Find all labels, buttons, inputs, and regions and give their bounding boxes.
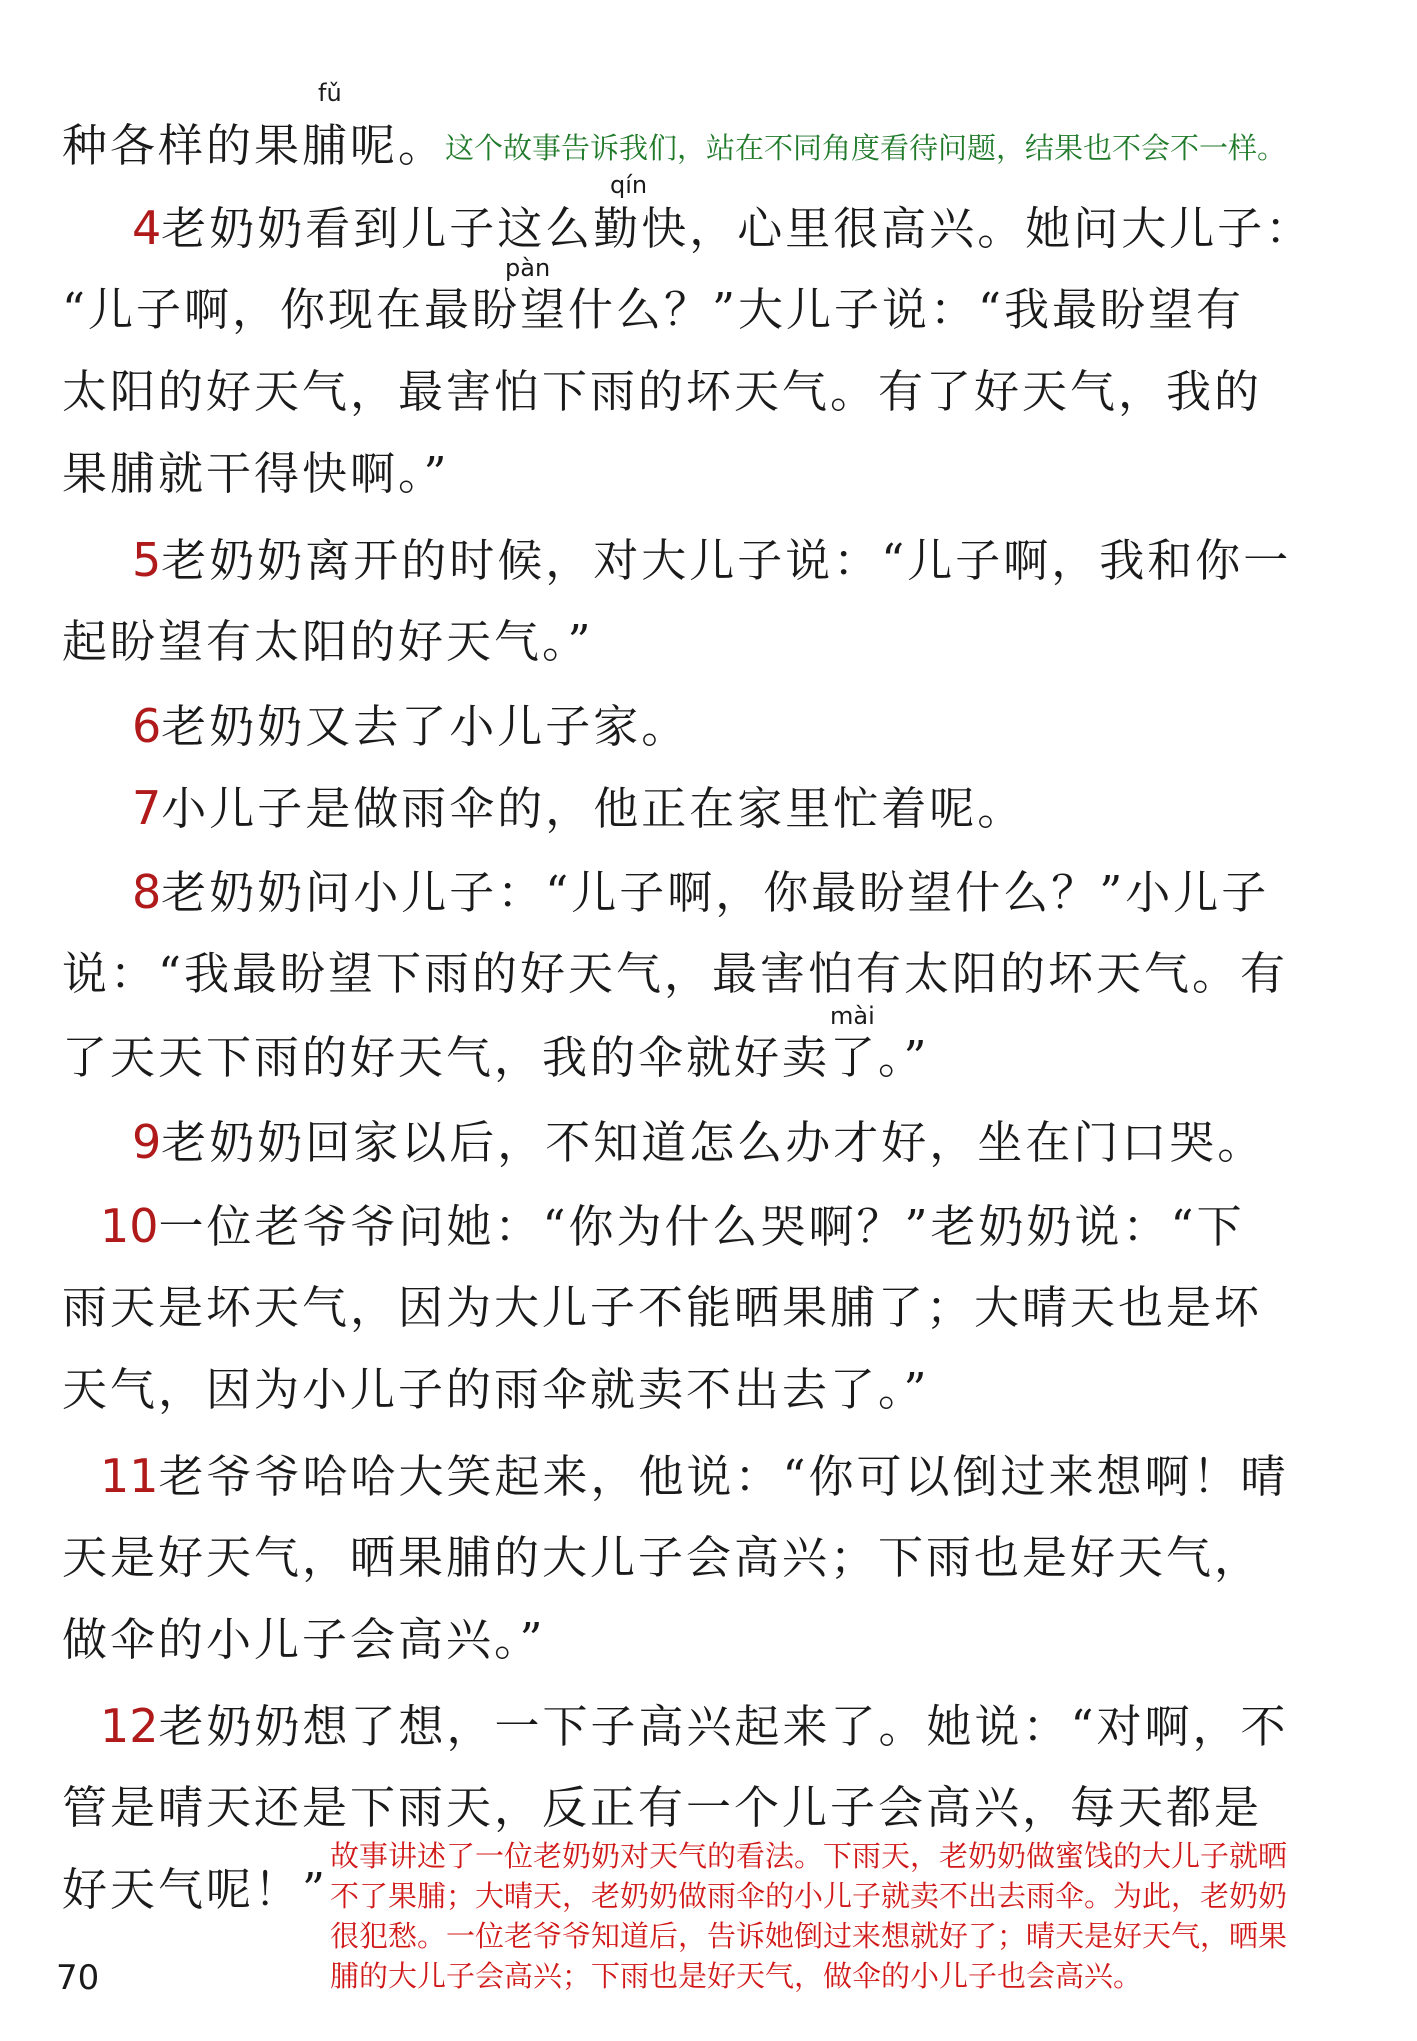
paragraph-8-line-1: 8老奶奶问小儿子：“儿子啊，你最盼望什么？”小儿子 <box>132 865 1270 919</box>
paragraph-8-line-3: 了天天下雨的好天气，我的伞就好卖了。” <box>62 1031 930 1084</box>
paragraph-9-line-1: 9老奶奶回家以后，不知道怎么办才好，坐在门口哭。 <box>132 1115 1266 1169</box>
paragraph-7-line-1: 7小儿子是做雨伞的，他正在家里忙着呢。 <box>132 781 1026 835</box>
pinyin-pan: pàn <box>505 254 551 282</box>
paragraph-8-line-2: 说：“我最盼望下雨的好天气，最害怕有太阳的坏天气。有 <box>62 947 1289 1000</box>
paragraph-6-line-1: 6老奶奶又去了小儿子家。 <box>132 699 690 753</box>
paragraph-0-line-1: 种各样的果脯呢。 <box>62 119 447 172</box>
page-number: 70 <box>56 1958 100 1998</box>
paragraph-number: 4 <box>132 201 162 255</box>
paragraph-10-line-3: 天气，因为小儿子的雨伞就卖不出去了。” <box>62 1363 930 1416</box>
paragraph-12-line-2: 管是晴天还是下雨天，反正有一个儿子会高兴，每天都是 <box>62 1781 1263 1834</box>
red-annotation: 故事讲述了一位老奶奶对天气的看法。下雨天，老奶奶做蜜饯的大儿子就晒 不了果脯；大晴天，老奶奶做雨伞的小儿子就卖不出去雨伞。为此，老奶奶 很犯愁。一位老爷爷知道后，告诉她倒过来想就好了；晴天是好天气，晒果 脯的大儿子会高兴；下雨也是好天气，做伞的小儿子也会高兴。 <box>330 1839 1288 1993</box>
pinyin-mai: mài <box>830 1002 875 1030</box>
paragraph-12-line-3: 好天气呢！” <box>62 1863 329 1916</box>
paragraph-11-line-2: 天是好天气，晒果脯的大儿子会高兴；下雨也是好天气， <box>62 1531 1263 1584</box>
paragraph-11-line-1: 11老爷爷哈哈大笑起来，他说：“你可以倒过来想啊！晴 <box>100 1449 1289 1503</box>
paragraph-12-line-1: 12老奶奶想了想，一下子高兴起来了。她说：“对啊，不 <box>100 1699 1289 1753</box>
paragraph-4-line-3: 太阳的好天气，最害怕下雨的坏天气。有了好天气，我的 <box>62 365 1263 418</box>
paragraph-number: 10 <box>100 1199 159 1253</box>
paragraph-5-line-2: 起盼望有太阳的好天气。” <box>62 615 594 668</box>
paragraph-10-line-1: 10一位老爷爷问她：“你为什么哭啊？”老奶奶说：“下 <box>100 1199 1245 1253</box>
paragraph-4-line-1: 4老奶奶看到儿子这么勤快，心里很高兴。她问大儿子： <box>132 201 1314 255</box>
paragraph-4-line-4: 果脯就干得快啊。” <box>62 447 450 500</box>
paragraph-5-line-1: 5老奶奶离开的时候，对大儿子说：“儿子啊，我和你一 <box>132 533 1292 587</box>
paragraph-number: 8 <box>132 865 162 919</box>
green-annotation: 这个故事告诉我们，站在不同角度看待问题，结果也不会不一样。 <box>445 131 1287 165</box>
paragraph-number: 11 <box>100 1449 159 1503</box>
paragraph-number: 7 <box>132 781 162 835</box>
pinyin-fu: fǔ <box>318 79 342 107</box>
paragraph-number: 9 <box>132 1115 162 1169</box>
paragraph-number: 5 <box>132 533 162 587</box>
paragraph-4-line-2: “儿子啊，你现在最盼望什么？”大儿子说：“我最盼望有 <box>62 283 1245 336</box>
paragraph-11-line-3: 做伞的小儿子会高兴。” <box>62 1613 546 1666</box>
paragraph-number: 6 <box>132 699 162 753</box>
pinyin-qin: qín <box>610 171 648 199</box>
paragraph-10-line-2: 雨天是坏天气，因为大儿子不能晒果脯了；大晴天也是坏 <box>62 1281 1263 1334</box>
paragraph-number: 12 <box>100 1699 159 1753</box>
